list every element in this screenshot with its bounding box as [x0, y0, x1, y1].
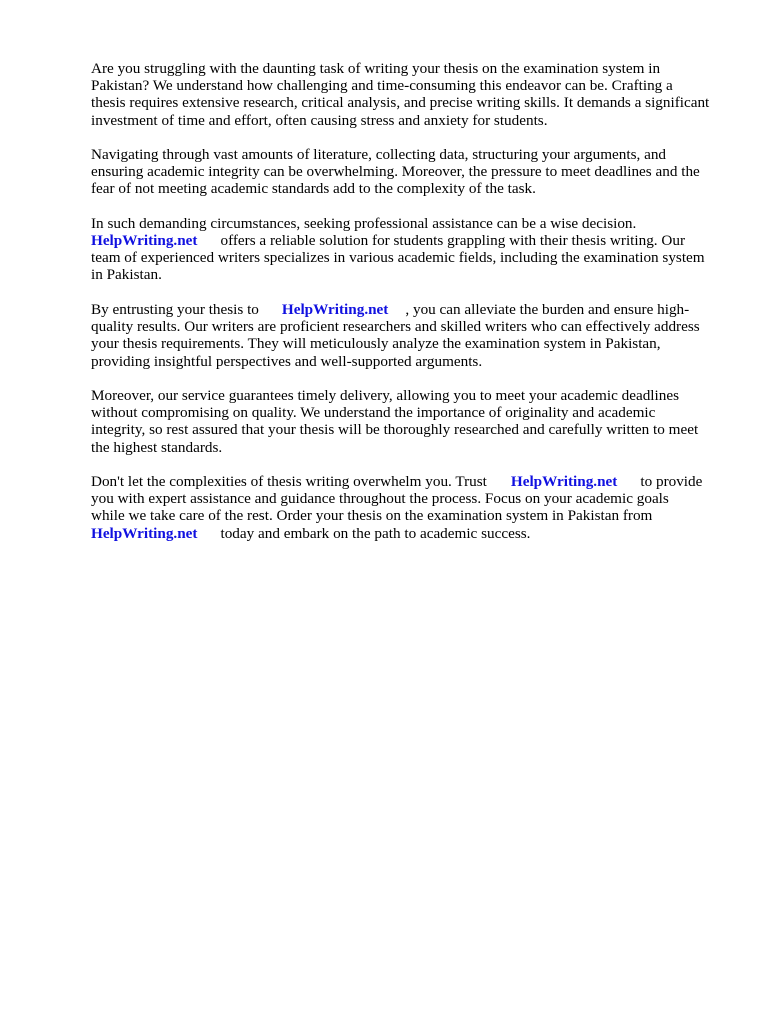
text-line: Pakistan? We understand how challenging and time-consuming this endeavor can be. Crafting a	[91, 77, 673, 95]
text-line: your thesis requirements. They will meticulously analyze the examination system in Pakistan,	[91, 335, 661, 353]
text-line	[91, 473, 731, 490]
document-page	[91, 60, 731, 559]
text-line	[91, 232, 731, 249]
text-line: In such demanding circumstances, seeking professional assistance can be a wise decision.	[91, 214, 637, 232]
paragraph-closing	[91, 473, 731, 542]
helpwriting-link[interactable]: HelpWriting.net	[91, 524, 198, 542]
text-line: quality results. Our writers are proficient researchers and skilled writers who can effectively address	[91, 318, 700, 336]
paragraph-intro	[91, 60, 731, 129]
text-line: team of experienced writers specializes in various academic fields, including the examination system	[91, 249, 705, 267]
helpwriting-link[interactable]: HelpWriting.net	[510, 473, 618, 491]
text-fragment: By entrusting your thesis to	[91, 300, 259, 318]
text-fragment: today and embark on the path to academic success.	[220, 524, 531, 542]
paragraph-assistance	[91, 215, 731, 284]
text-fragment: offers a reliable solution for students grappling with their thesis writing. Our	[220, 232, 686, 250]
text-line	[91, 525, 731, 542]
text-fragment: to provide	[640, 473, 703, 491]
text-line: while we take care of the rest. Order your thesis on the examination system in Pakistan from	[91, 507, 653, 525]
helpwriting-link[interactable]: HelpWriting.net	[281, 300, 389, 318]
text-line: fear of not meeting academic standards add to the complexity of the task.	[91, 180, 536, 198]
text-line: you with expert assistance and guidance throughout the process. Focus on your academic goals	[91, 490, 669, 508]
text-line: thesis requires extensive research, critical analysis, and precise writing skills. It demands a significant	[91, 94, 710, 112]
paragraph-challenges	[91, 146, 731, 198]
paragraph-entrusting	[91, 301, 731, 370]
text-line: providing insightful perspectives and well-supported arguments.	[91, 352, 483, 370]
text-fragment: , you can alleviate the burden and ensure high-	[405, 300, 690, 318]
text-line: Are you struggling with the daunting task of writing your thesis on the examination system in	[91, 60, 661, 77]
text-line: in Pakistan.	[91, 266, 162, 284]
text-line: integrity, so rest assured that your thesis will be thoroughly researched and carefully written to meet	[91, 421, 699, 439]
helpwriting-link[interactable]: HelpWriting.net	[91, 232, 198, 250]
text-line: Navigating through vast amounts of literature, collecting data, structuring your arguments, and	[91, 146, 667, 164]
text-line	[91, 301, 731, 318]
text-line: the highest standards.	[91, 438, 223, 456]
text-line: ensuring academic integrity can be overwhelming. Moreover, the pressure to meet deadlines and the	[91, 163, 700, 181]
paragraph-guarantee	[91, 387, 731, 456]
text-line: investment of time and effort, often causing stress and anxiety for students.	[91, 111, 548, 129]
text-line: without compromising on quality. We understand the importance of originality and academic	[91, 404, 656, 422]
text-fragment: Don't let the complexities of thesis writing overwhelm you. Trust	[91, 473, 487, 491]
text-line: Moreover, our service guarantees timely delivery, allowing you to meet your academic deadlines	[91, 387, 679, 404]
